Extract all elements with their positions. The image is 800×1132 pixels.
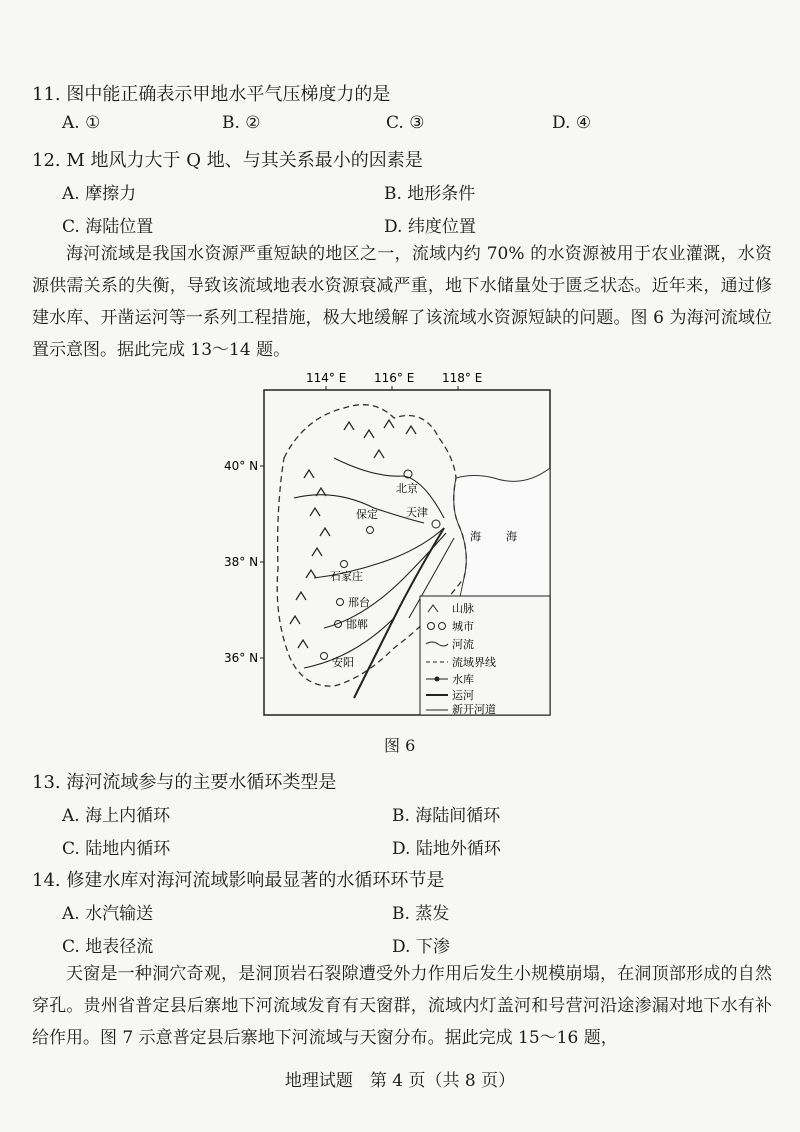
lon-label-116: 116° E [374, 371, 415, 385]
haihe-basin-map [224, 368, 556, 722]
question-13-stem: 13. 海河流域参与的主要水循环类型是 [32, 772, 337, 793]
question-14-option-d: D. 下渗 [392, 937, 450, 957]
lat-label-40: 40° N [224, 459, 259, 473]
question-11-stem: 11. 图中能正确表示甲地水平气压梯度力的是 [32, 84, 391, 105]
passage-haihe-text: 海河流域是我国水资源严重短缺的地区之一，流域内约 70% 的水资源被用于农业灌溉，水资源供需关系的失衡，导致该流域地表水资源衰减严重，地下水储量处于匮乏状态。近年来，通过修建水库、开凿运河等一系列工程措施，极大地缓解了该流域水资源短缺的问题。图 6 为海河流域位置示意图。据此完成 13～14 题。 [32, 244, 772, 360]
city-marker-anyang [321, 653, 328, 660]
question-12-option-c: C. 海陆位置 [62, 217, 154, 237]
lat-label-38: 38° N [224, 555, 259, 569]
city-xingtai: 邢台 [348, 596, 370, 609]
city-beijing: 北京 [396, 482, 418, 495]
question-12-option-d: D. 纬度位置 [384, 217, 476, 237]
city-marker-baoding [367, 527, 374, 534]
question-11-option-a: A. ① [62, 113, 101, 133]
svg-text:新开河道: 新开河道 [452, 703, 496, 716]
question-14-option-a: A. 水汽输送 [62, 904, 154, 924]
lon-label-114: 114° E [306, 371, 347, 385]
sea-label-1: 海 [470, 530, 481, 543]
question-12-option-b: B. 地形条件 [384, 184, 476, 204]
city-baoding: 保定 [356, 508, 378, 521]
question-11-option-d: D. ④ [552, 113, 592, 133]
svg-text:运河: 运河 [452, 689, 474, 702]
svg-text:山脉: 山脉 [452, 602, 474, 615]
city-shijiazhuang: 石家庄 [330, 570, 363, 583]
passage-haihe [32, 238, 772, 366]
passage-tianchuang [32, 958, 772, 1054]
question-14-stem: 14. 修建水库对海河流域影响最显著的水循环环节是 [32, 870, 445, 891]
question-13-option-b: B. 海陆间循环 [392, 806, 501, 826]
city-anyang: 安阳 [332, 656, 354, 669]
page-footer: 地理试题 第 4 页（共 8 页） [284, 1071, 516, 1091]
lon-label-118: 118° E [442, 371, 483, 385]
question-13-option-a: A. 海上内循环 [62, 806, 171, 826]
svg-text:城市: 城市 [452, 620, 474, 633]
question-11-option-c: C. ③ [386, 113, 425, 133]
question-11-option-b: B. ② [222, 113, 261, 133]
question-14-option-c: C. 地表径流 [62, 937, 154, 957]
city-marker-shijiazhuang [341, 561, 348, 568]
svg-text:流域界线: 流域界线 [452, 656, 496, 669]
svg-text:水库: 水库 [452, 673, 474, 686]
question-12-option-a: A. 摩擦力 [62, 184, 137, 204]
city-tianjin: 天津 [406, 506, 428, 519]
figure-caption: 图 6 [384, 736, 416, 755]
question-13-option-c: C. 陆地内循环 [62, 839, 171, 859]
question-12-stem: 12. M 地风力大于 Q 地、与其关系最小的因素是 [32, 150, 423, 171]
city-marker-xingtai [337, 599, 344, 606]
question-13-option-d: D. 陆地外循环 [392, 839, 501, 859]
city-handan: 邯郸 [346, 618, 368, 631]
sea-label-2: 海 [506, 530, 517, 543]
svg-text:河流: 河流 [452, 638, 474, 651]
question-14-option-b: B. 蒸发 [392, 904, 450, 924]
city-marker-tianjin [432, 520, 440, 528]
passage-tianchuang-text: 天窗是一种洞穴奇观，是洞顶岩石裂隙遭受外力作用后发生小规模崩塌，在洞顶部形成的自然穿孔。贵州省普定县后寨地下河流域发育有天窗群，流域内灯盖河和号营河沿途渗漏对地下水有补给作用。图 7 示意普定县后寨地下河流域与天窗分布。据此完成 15～16 题， [32, 964, 772, 1048]
lat-label-36: 36° N [224, 651, 259, 665]
